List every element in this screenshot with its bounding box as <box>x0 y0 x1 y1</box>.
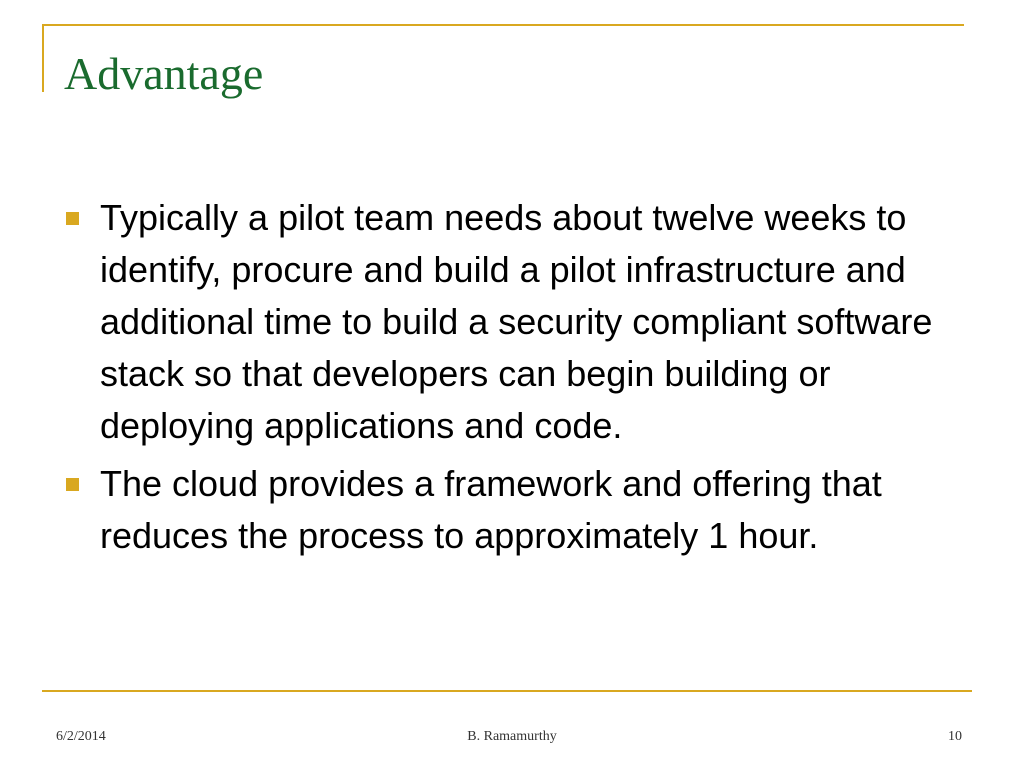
square-bullet-icon <box>66 478 79 491</box>
footer-date: 6/2/2014 <box>56 729 106 744</box>
footer-author: B. Ramamurthy <box>467 729 557 744</box>
bullet-item <box>66 192 966 452</box>
bullet-text: The cloud provides a framework and offering that reduces the process to approximately 1 hour. <box>100 463 882 556</box>
square-bullet-icon <box>66 212 79 225</box>
bullet-text: Typically a pilot team needs about twelve weeks to identify, procure and build a pilot infrastructure and additional time to build a security compliant software stack so that developers can begin building or deploying applications and code. <box>100 197 933 446</box>
footer-divider <box>42 690 972 692</box>
top-accent-line <box>42 24 964 26</box>
left-accent-line <box>42 24 44 92</box>
page-number: 10 <box>948 729 962 744</box>
slide-title: Advantage <box>64 48 264 99</box>
bullet-list <box>66 192 966 568</box>
bullet-item <box>66 458 966 562</box>
